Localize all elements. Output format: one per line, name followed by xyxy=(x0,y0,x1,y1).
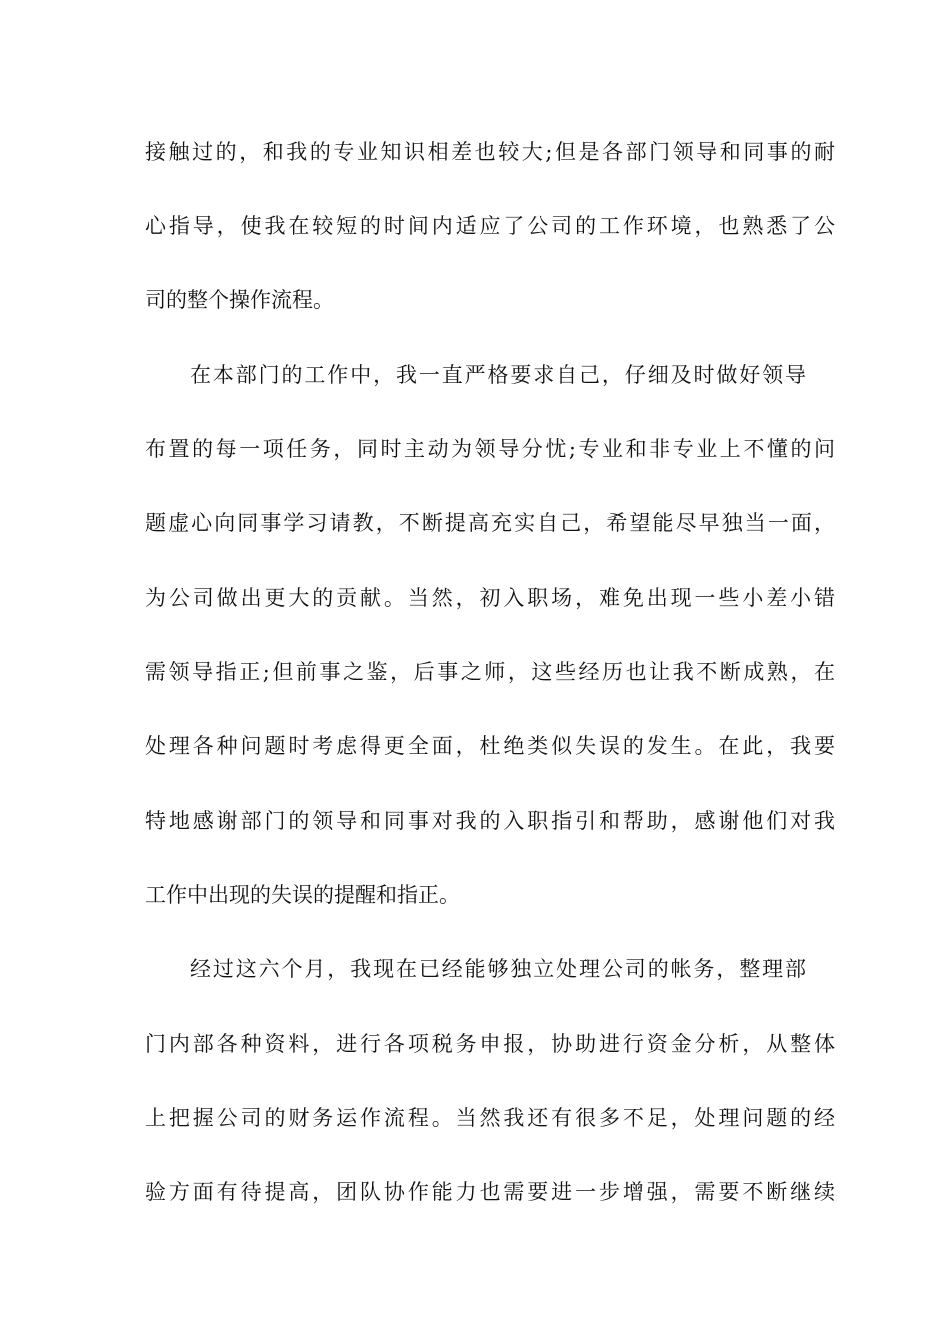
text-line: 上把握公司的财务运作流程。当然我还有很多不足，处理问题的经 xyxy=(145,1106,835,1130)
text-line: 验方面有待提高，团队协作能力也需要进一步增强，需要不断继续 xyxy=(145,1180,835,1204)
text-line: 心指导，使我在较短的时间内适应了公司的工作环境，也熟悉了公 xyxy=(145,214,835,238)
text-line: 门内部各种资料，进行各项税务申报，协助进行资金分析，从整体 xyxy=(145,1032,835,1056)
text-line: 工作中出现的失误的提醒和指正。 xyxy=(145,883,460,907)
text-line: 需领导指正;但前事之鉴，后事之师，这些经历也让我不断成熟，在 xyxy=(145,660,835,684)
paragraph-first-line: 在本部门的工作中，我一直严格要求自己，仔细及时做好领导 xyxy=(190,363,806,387)
text-line: 司的整个操作流程。 xyxy=(145,288,334,312)
text-line: 接触过的，和我的专业知识相差也较大;但是各部门领导和同事的耐 xyxy=(145,140,835,164)
text-line: 特地感谢部门的领导和同事对我的入职指引和帮助，感谢他们对我 xyxy=(145,809,835,833)
text-line: 为公司做出更大的贡献。当然，初入职场，难免出现一些小差小错 xyxy=(145,586,835,610)
paragraph-first-line: 经过这六个月，我现在已经能够独立处理公司的帐务，整理部 xyxy=(190,957,806,981)
text-line: 处理各种问题时考虑得更全面，杜绝类似失误的发生。在此，我要 xyxy=(145,734,835,758)
text-line: 题虚心向同事学习请教，不断提高充实自己，希望能尽早独当一面， xyxy=(145,511,835,535)
text-line: 布置的每一项任务，同时主动为领导分忧;专业和非专业上不懂的问 xyxy=(145,437,835,461)
